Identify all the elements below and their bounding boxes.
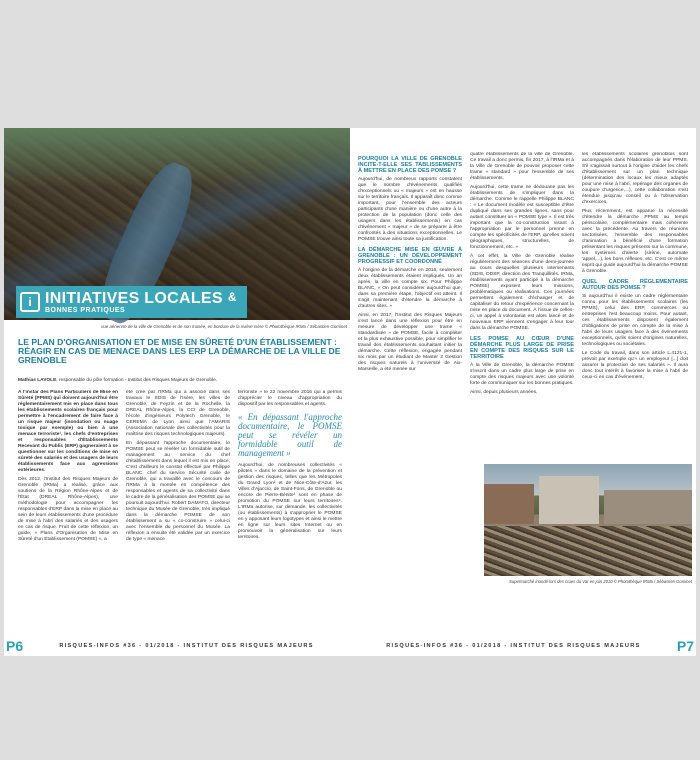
right-page [350,128,696,656]
aerial-photo [4,128,350,320]
banner-ampersand: & [227,290,237,304]
lead-text: À l'instar des Plans Particuliers de Mise en Sûreté (PPMS) qui doivent aujourd'hui être réglementairement mis en place dans tous les établissements scolaires français pour permettre à l'encadrement de faire face à un risque majeur (inondation ou nuage toxique par exemple) ou bien à une menace terroriste¹, les chefs d'entreprises et responsables d'Établissements Recevant du Public (ERP) gagneraient à se questionner sur les conditions de mise en sûreté des salariés et des usagers de leurs établissements face aux agressions extérieures. [18,390,118,473]
page-number: P6 [6,638,24,654]
flooded-supermarket-photo [484,464,692,576]
section-banner [16,286,247,318]
footer-text: RISQUES-INFOS #36 - 01/2018 - INSTITUT DES RISQUES MAJEURS [386,643,641,649]
paragraph: Dès 2012, l'Institut des Risques Majeurs de Grenoble (IRMa) a réalisé, grâce aux soutiens de la Région Rhône-Alpes et de l'État (DREAL Rhône-Alpes), une méthodologie pour accompagner les responsables d'ERP dans la mise en place au sein de leurs établissements d'une procédure de mise à l'abri des salariés et des usagers en cas de risque. Fruit de cette réflexion, un guide, « Plans d'Organisation de Mise en Sûreté d'un Établissement (POMSE) », a [18,477,118,542]
info-icon: i [20,292,40,312]
paragraph: En dépassant l'approche documentaire, le POMSE peut se révéler un formidable outil de management au service du chef d'établissement dans lequel il est mis en place. C'est d'ailleurs le constat effectué par Philippe BLANC, chef du service Sécurité civile de Grenoble, qui a travaillé avec le concours de l'IRMa à la montée en compétence des responsables et agents de sa collectivité dans le cadre de la généralisation des POMSE qui se poursuit aujourd'hui. Robert DAMATO, directeur technique du Musée de Grenoble, très impliqué dans la démarche POMSE de son établissement a su « co-construire » celui-ci avec l'ensemble du personnel du Musée. La réflexion a ensuite été validée par un exercice de type « menace [126,441,230,542]
paragraph: quatre établissements de la ville de Grenoble. Ce travail a donc permis, fin 2017, à l'IRMa et à la Ville de Grenoble de pouvoir proposer cette trame « standard » pour l'ensemble de ses établissements. [470,152,574,181]
aerial-photo-caption: vue aérienne de la ville de Grenoble et de son musée, en bordure de la rivière Isère © Photothèque IRMa / Sébastien Gominet [101,324,347,329]
paragraph: été créé par l'IRMa qui a associé dans ses travaux le SDIS de l'Isère, les villes de Grenoble, de Feyzin et de la Rochelle, la DREAL Rhône-Alpes, la CCI de Grenoble, l'école d'ingénieurs Polytech Grenoble, le CEREMA de Lyon ainsi que l'AMARIS (Association nationale des collectivités pour la maîtrise des risques technologiques majeurs). [126,390,230,437]
left-footer [4,636,350,656]
section-title: LA DÉMARCHE MISE EN ŒUVRE À GRENOBLE : UN DÉVELOPPEMENT PROGRESSIF ET COORDONNÉ [358,247,462,265]
paragraph: Plus récemment, est apparue la nécessité d'étendre la démarche PPMS au temps périscolaire, complémentaire mais cohérente avec la précédente. Au travers de réunions sectorisées, l'ensemble des responsables d'animation a bénéficié d'une formation présentant les risques présents sur la commune, les systèmes d'alerte (sirène, automate 'appel,...), les bons réflexes, etc. C'est ce même esprit qui guide aujourd'hui la démarche POMSE à Grenoble. [582,209,688,274]
lead-paragraph [18,390,118,474]
building-shape [604,490,692,524]
banner-subtitle: BONNES PRATIQUES [45,306,126,314]
right-footer [350,636,696,656]
paragraph: Aujourd'hui, de nombreuses collectivités « pilotes » dans le domaine de la prévention et gestion des risques, telles que les Métropoles du Grand Lyon² et de Nice-Côte-d'Azur, les Villes d'Ajaccio, de Saint-Fons, de Grenoble ou encore de Pierre-Bénite³ sont en phase de promotion du POMSE sur leurs territoires⁴. L'IRMa autorise, sur demande, les collectivités (ou établissements) à s'approprier le POMSE en y apposant leurs logotypes et ainsi le mettre en ligne sur leurs sites Internet ou en promouvoir la généralisation sur leurs territoires. [238,463,342,540]
building-shape [484,484,534,524]
right-column-2 [470,152,574,462]
paragraph: À l'origine de la démarche en 2016, seulement deux établissements étaient impliqués. Un an après, la ville en compte six. Pour Philippe BLANC, « On peut considérer aujourd'hui que, dans sa première étape, l'objectif est atteint. Il s'agit maintenant d'étendre la démarche à d'autres sites. » [358,268,462,309]
page-number: P7 [676,638,694,654]
section-title: POURQUOI LA VILLE DE GRENOBLE INCITE-T-ELLE SES TABLISSEMENTS À METTRE EN PLACE DES POMSE ? [358,156,462,174]
paragraph: Ainsi, depuis plusieurs années, [470,390,538,395]
paragraph: Le Code du travail, dans son article L.4121-1, prévoit par exemple qu'« un employeur [...] doit assurer la protection de ses salariés ». Il aura donc tout intérêt à favoriser la mise à l'abri de ceux-ci en cas d'événement, [582,351,688,380]
article-title: LE PLAN D'ORGANISATION ET DE MISE EN SÛRETÉ D'UN ÉTABLISSEMENT : RÉAGIR EN CAS DE MENACE DANS LES ERP LA DÉMARCHE DE LA VILLE DE GRENOBLE [18,337,341,365]
author-name: Mathias LAVOLE [18,378,57,383]
section-title: LES POMSE AU CŒUR D'UNE DÉMARCHE PLUS LARGE DE PRISE EN COMPTE DES RISQUES SUR LE TERRITOIRE [470,336,574,360]
left-column-2 [126,390,230,634]
pull-quote: « En dépassant l'approche documentaire, le POMSE peut se révéler un formidable outil de management » [238,412,342,458]
paragraph: terroriste » le 22 novembre 2016 qui a permis d'apprécier le niveau d'appropriation du dispositif par les responsables et agents. [238,390,342,407]
right-column-3 [582,152,688,462]
debris-area [484,526,692,576]
street-photo-caption: Supermarché inondé lors des crues du Var en juin 2010 © Photothèque IRMa / Sébastien Gominet [509,579,692,584]
section-title: QUEL CADRE RÉGLEMENTAIRE AUTOUR DES POMSE ? [582,279,688,291]
paragraph: Aujourd'hui, cette trame ne dédouane pas les établissements de s'impliquer dans la démarche. Comme le rappelle Philippe BLANC : « Le document modèle est susceptible d'être dupliqué dans ses grandes lignes, sans pour autant constituer un « POMSE type ». Il est très important que la co-construction visant à l'appropriation par le personnel prenne en compte les spécificités de l'ERP, qu'elles soient géographiques, structurelles, de fonctionnement, etc. » [470,185,574,250]
left-page [4,128,350,656]
paragraph: Si aujourd'hui il existe un cadre réglementaire connu pour les établissements scolaires (les PPMS), celui des ERP, commerces ou entreprises l'est beaucoup moins. Pour autant, ces établissements disposent également d'obligations de prise en compte de la mise à l'abri de leurs usagers face à des événements exceptionnels, qu'ils soient d'origines naturelles, technologiques ou sociétales. [582,294,688,347]
left-column-3 [238,390,342,634]
paragraph: les établissements scolaires grenoblois sont accompagnés dans l'élaboration de leur PPMS. S'il s'agissait surtout à l'origine d'aider les chefs d'établissement sur un plan technique (détermination des locaux les mieux adaptés pour une mise à l'abri, repérage des organes de coupure d'urgence,...), cette collaboration s'est étendue jusqu'au conseil ou à l'observation d'exercices. [582,152,688,205]
paragraph: À la Ville de Grenoble, la démarche POMSE s'inscrit dans un cadre plus large de prise en compte des risques majeurs avec une volonté forte de communiquer sur les bonnes pratiques. [470,363,574,386]
banner-text [45,291,223,314]
author-role: , responsable du pôle formation - Institut des Risques Majeurs de Grenoble. [56,378,218,383]
banner-title: INITIATIVES LOCALES [45,289,223,307]
paragraph: À cet effet, la Ville de Grenoble réalise régulièrement des séances d'une demi-journée au cours desquelles plusieurs intervenants (SDIS, DDSP, direction des Tranquillités, IRMa, établissements ayant participé à la démarche POMSE) exposent leurs missions, problématiques ou réalisations. Ces journées permettent également d'échanger et de capitaliser du retour d'expérience concernant la mise en place du document. À l'issue de celles-ci, un appel à volontariat est alors lancé et de nouveaux ERP viennent s'engager à leur tour dans la démarche POMSE. [470,254,574,331]
building-shape [539,476,599,524]
footer-text: RISQUES-INFOS #36 - 01/2018 - INSTITUT DES RISQUES MAJEURS [59,643,314,649]
right-column-1 [358,152,462,482]
paragraph: Ainsi, en 2017, l'Institut des Risques Majeurs s'est lancé dans une réflexion pour être en mesure de développer une trame « standardisée » de POMSE, facile à compléter et la plus exhaustive possible, pour simplifier le travail des établissements souhaitant initier la démarche. Cette réflexion, engagée pendant six mois par un étudiant de Master 2 Gestion des risques naturels à l'université de Aix-Marseille, a été menée sur [358,313,462,372]
author-line [18,378,344,383]
paragraph: Aujourd'hui, de nombreux rapports constatent que le nombre d'événements qualifiés d'exceptionnels ou « majeurs » est en hausse sur le territoire français. Il apparaît donc comme important, pour l'ensemble des acteurs participants d'une manière ou d'une autre à la protection de la population (donc celle des usagers dans les établissements) en cas d'événement « majeur » de se préparer à être confrontés à des situations exceptionnelles. Le POMSE trouve ainsi toute sa justification. [358,177,462,242]
left-column-1 [18,390,118,634]
